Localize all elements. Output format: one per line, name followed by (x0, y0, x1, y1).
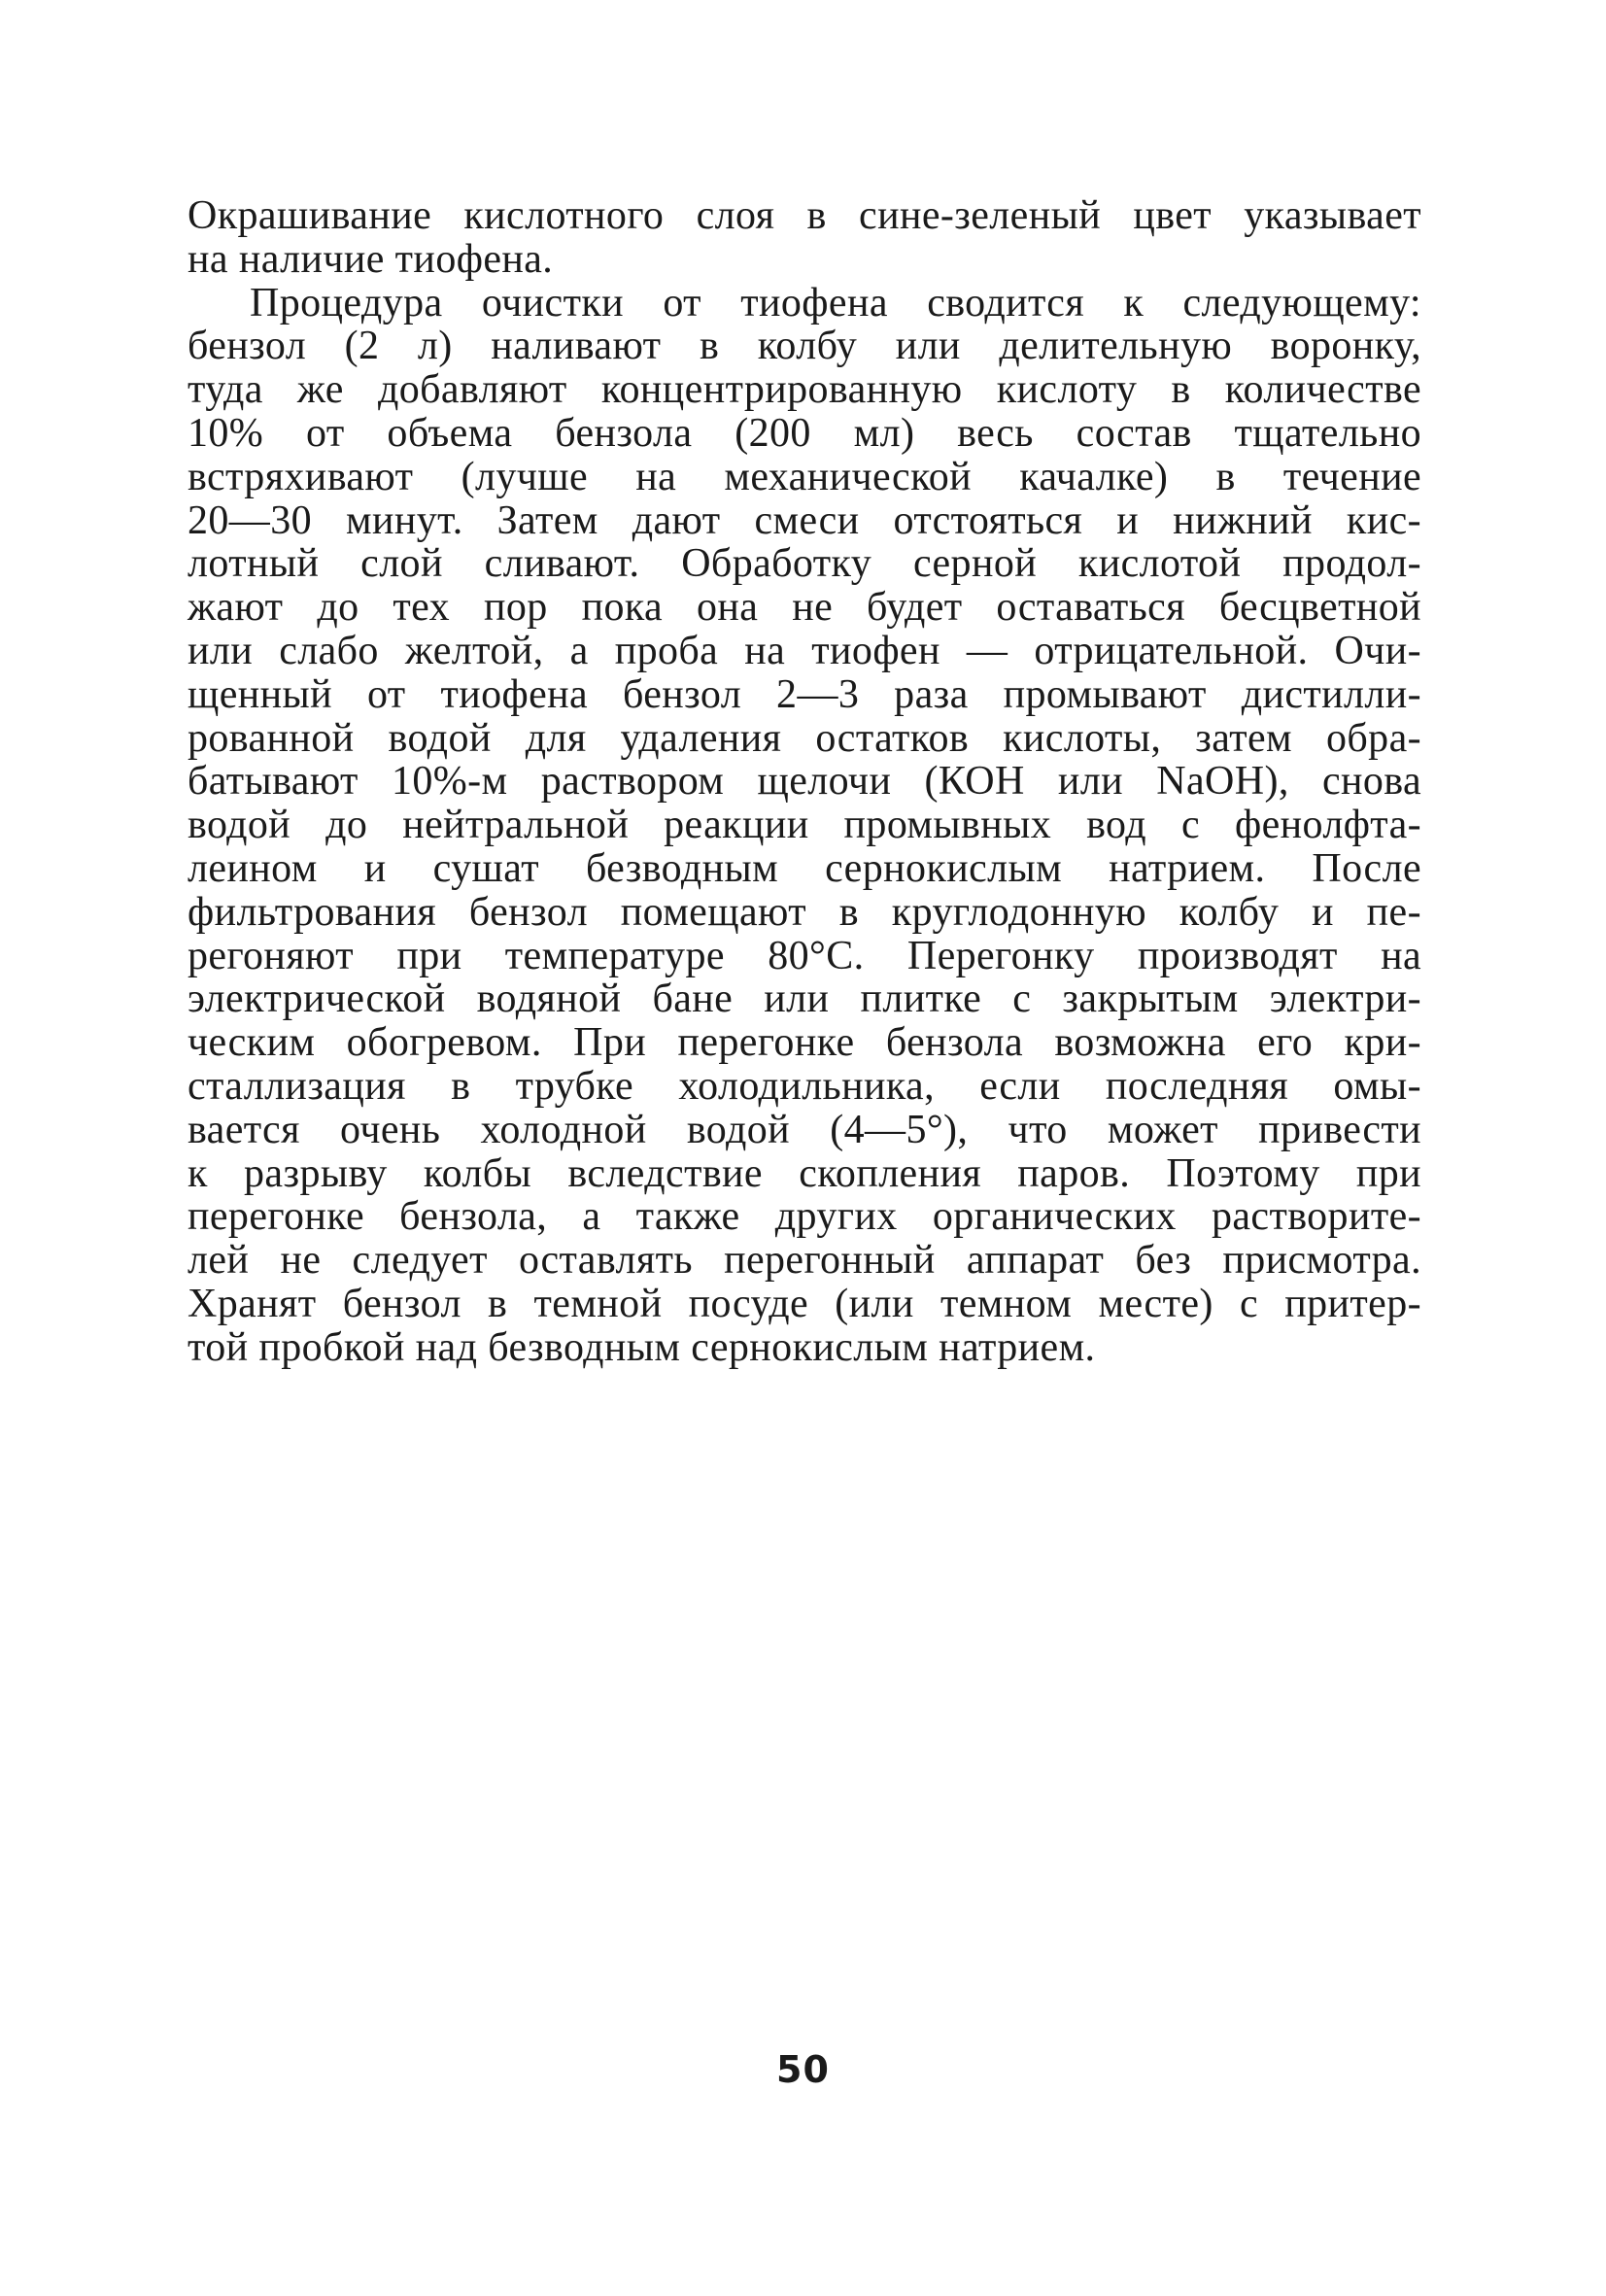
text-line: 10% от объема бензола (200 мл) весь состав тщательно (188, 410, 1421, 456)
text-line: щенный от тиофена бензол 2—3 раза промывают дистилли- (188, 671, 1421, 717)
text-line: ческим обогревом. При перегонке бензола возможна его кри- (188, 1020, 1421, 1066)
text-line: Хранят бензол в темной посуде (или темном месте) с притер- (188, 1281, 1421, 1326)
text-line: туда же добавляют концентрированную кислоту в количестве (188, 367, 1421, 413)
paragraph-1 (188, 194, 1421, 282)
text-line: к разрыву колбы вследствие скопления паров. Поэтому при (188, 1150, 1421, 1196)
page-number: 50 (776, 2048, 830, 2091)
text-line: леином и сушат безводным сернокислым натрием. После (188, 845, 1421, 891)
text-line: лей не следует оставлять перегонный аппарат без присмотра. (188, 1238, 1421, 1284)
paragraph-2 (188, 282, 1421, 1370)
body-text (188, 194, 1421, 1370)
text-line: фильтрования бензол помещают в круглодонную колбу и пе- (188, 889, 1421, 935)
text-line: Окрашивание кислотного слоя в сине-зеленый цвет указывает (188, 193, 1421, 238)
text-line: электрической водяной бане или плитке с закрытым электри- (188, 977, 1421, 1022)
text-line: жают до тех пор пока она не будет оставаться бесцветной (188, 585, 1421, 631)
text-line: батывают 10%-м раствором щелочи (КОН или NaOH), снова (188, 759, 1421, 805)
text-line: перегонке бензола, а также других органических растворите- (188, 1194, 1421, 1240)
text-line: той пробкой над безводным сернокислым натрием. (188, 1324, 1096, 1370)
text-line: регоняют при температуре 80°С. Перегонку производят на (188, 933, 1421, 978)
text-line: вается очень холодной водой (4—5°), что может привести (188, 1107, 1421, 1152)
text-line: рованной водой для удаления остатков кислоты, затем обра- (188, 715, 1421, 761)
text-line: на наличие тиофена. (188, 236, 554, 282)
text-line: встряхивают (лучше на механической качалке) в течение (188, 454, 1421, 499)
text-line: или слабо желтой, а проба на тиофен — отрицательной. Очи- (188, 628, 1421, 673)
text-line: лотный слой сливают. Обработку серной кислотой продол- (188, 541, 1421, 587)
text-line: бензол (2 л) наливают в колбу или делительную воронку, (188, 324, 1421, 369)
text-line: Процедура очистки от тиофена сводится к следующему: (250, 280, 1421, 326)
text-line: сталлизация в трубке холодильника, если последняя омы- (188, 1063, 1421, 1109)
text-line: водой до нейтральной реакции промывных вод с фенолфта- (188, 803, 1421, 848)
text-line: 20—30 минут. Затем дают смеси отстояться и нижний кис- (188, 497, 1421, 543)
